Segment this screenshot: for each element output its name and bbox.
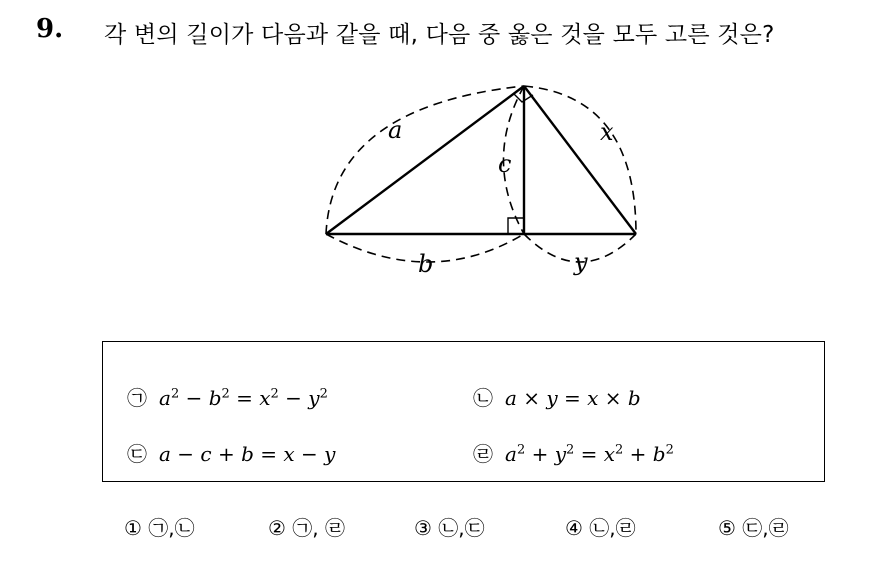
label-c: c — [498, 150, 512, 178]
question-text: 각 변의 길이가 다음과 같을 때, 다음 중 옳은 것을 모두 고른 것은? — [104, 22, 775, 48]
statement-1 — [127, 382, 328, 411]
choice-3[interactable] — [414, 512, 485, 541]
label-a: a — [388, 116, 403, 144]
choice-number: ① — [124, 516, 142, 540]
statement-expression: a − c + b = x − y — [159, 442, 336, 466]
statement-marker: ㉣ — [473, 442, 493, 466]
statement-expression: $a^2 - b^2 = x^2 - y^2$ — [159, 386, 328, 410]
choice-2[interactable] — [268, 512, 345, 541]
choice-5[interactable] — [718, 512, 789, 541]
choice-text: ㉠,㉡ — [148, 516, 195, 540]
choice-text: ㉡,㉣ — [589, 516, 636, 540]
choice-text: ㉢,㉣ — [742, 516, 789, 540]
label-x: x — [600, 118, 614, 146]
choice-text: ㉡,㉢ — [438, 516, 485, 540]
statement-marker: ㉡ — [473, 386, 493, 410]
label-b: b — [418, 250, 434, 278]
statement-expression: $a^2 + y^2 = x^2 + b^2$ — [505, 442, 674, 466]
choice-number: ⑤ — [718, 516, 736, 540]
statement-4 — [473, 438, 674, 467]
statement-expression: a × y = x × b — [505, 386, 641, 410]
side-x — [524, 86, 636, 234]
label-y: y — [574, 248, 588, 276]
statement-marker: ㉢ — [127, 442, 147, 466]
answer-choices — [0, 512, 884, 544]
statement-marker: ㉠ — [127, 386, 147, 410]
right-angle-foot — [508, 218, 524, 234]
choice-4[interactable] — [565, 512, 636, 541]
statement-3 — [127, 438, 335, 467]
statement-box — [102, 341, 825, 482]
question-number: 9. — [36, 14, 64, 44]
choice-number: ② — [268, 516, 286, 540]
choice-text: ㉠, ㉣ — [292, 516, 346, 540]
statement-2 — [473, 382, 641, 411]
choice-number: ④ — [565, 516, 583, 540]
choice-1[interactable] — [124, 512, 195, 541]
choice-number: ③ — [414, 516, 432, 540]
